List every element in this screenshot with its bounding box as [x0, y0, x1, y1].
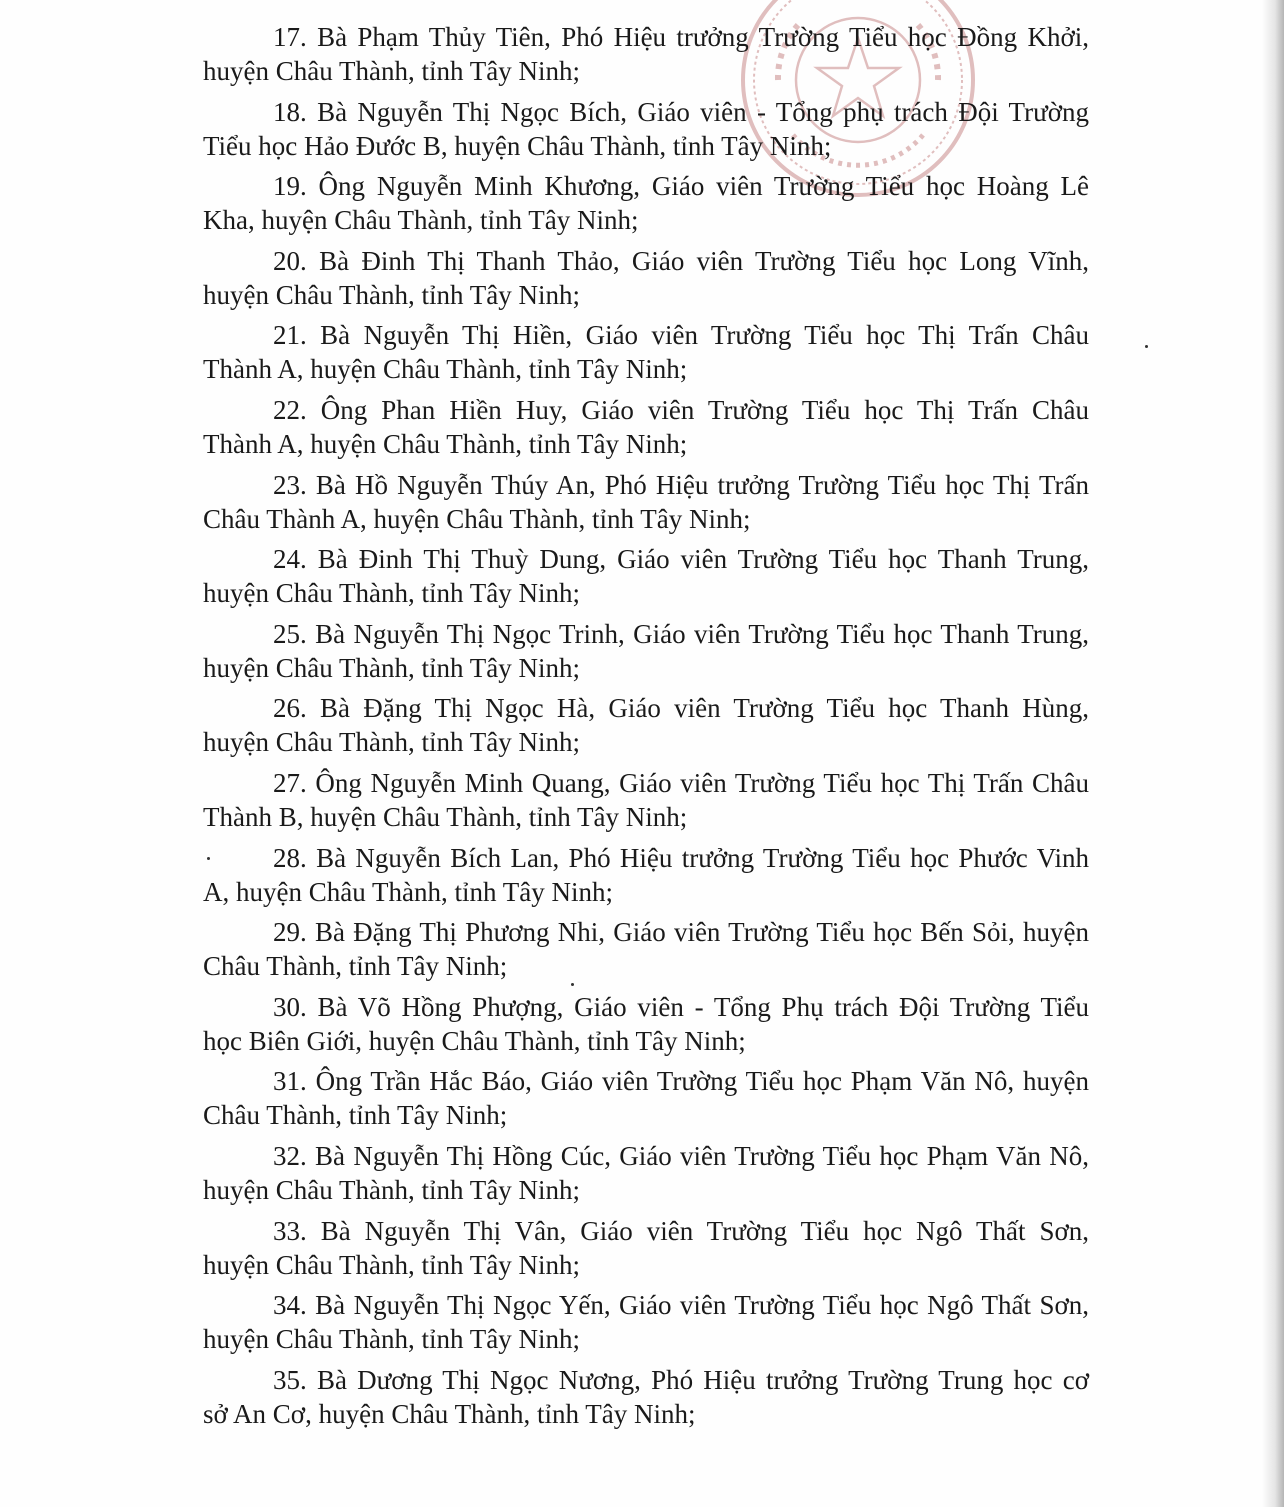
entry-line-2: huyện Châu Thành, tỉnh Tây Ninh; — [203, 578, 580, 609]
entry-line-2: học Biên Giới, huyện Châu Thành, tỉnh Tây Ninh; — [203, 1025, 746, 1056]
entry-line-1: 20. Bà Đinh Thị Thanh Thảo, Giáo viên Trường Tiểu học Long Vĩnh, — [273, 245, 1089, 276]
list-item — [0, 169, 1284, 244]
entry-line-2: Thành B, huyện Châu Thành, tỉnh Tây Ninh; — [203, 801, 688, 832]
entry-line-2: Châu Thành, tỉnh Tây Ninh; — [203, 1100, 508, 1131]
list-item — [0, 1139, 1284, 1214]
scan-speck — [207, 857, 210, 860]
entry-line-1: 18. Bà Nguyễn Thị Ngọc Bích, Giáo viên - Tổng phụ trách Đội Trường — [273, 96, 1089, 127]
entry-line-1: 30. Bà Võ Hồng Phượng, Giáo viên - Tổng Phụ trách Đội Trường Tiểu — [273, 991, 1089, 1022]
entry-line-2: huyện Châu Thành, tỉnh Tây Ninh; — [203, 1324, 580, 1355]
entry-line-2: Tiểu học Hảo Đước B, huyện Châu Thành, tỉnh Tây Ninh; — [203, 130, 832, 161]
list-item — [0, 318, 1284, 393]
list-item — [0, 1288, 1284, 1363]
entry-line-2: huyện Châu Thành, tỉnh Tây Ninh; — [203, 1174, 580, 1205]
list-item — [0, 244, 1284, 319]
entry-line-2: huyện Châu Thành, tỉnh Tây Ninh; — [203, 652, 580, 683]
list-item — [0, 95, 1284, 170]
entry-line-2: sở An Cơ, huyện Châu Thành, tỉnh Tây Ninh; — [203, 1398, 696, 1429]
entry-line-1: 26. Bà Đặng Thị Ngọc Hà, Giáo viên Trường Tiểu học Thanh Hùng, — [273, 693, 1089, 724]
entry-line-1: 29. Bà Đặng Thị Phương Nhi, Giáo viên Trường Tiểu học Bến Sỏi, huyện — [273, 917, 1089, 948]
scan-speck — [1145, 345, 1148, 348]
entry-line-2: Châu Thành A, huyện Châu Thành, tỉnh Tây Ninh; — [203, 503, 751, 534]
list-item — [0, 468, 1284, 543]
entry-line-1: 32. Bà Nguyễn Thị Hồng Cúc, Giáo viên Trường Tiểu học Phạm Văn Nô, — [273, 1140, 1089, 1171]
entry-line-1: 31. Ông Trần Hắc Báo, Giáo viên Trường Tiểu học Phạm Văn Nô, huyện — [273, 1066, 1089, 1097]
list-item — [0, 990, 1284, 1065]
entry-line-1: 33. Bà Nguyễn Thị Vân, Giáo viên Trường Tiểu học Ngô Thất Sơn, — [273, 1215, 1089, 1246]
entry-line-2: Thành A, huyện Châu Thành, tỉnh Tây Ninh; — [203, 428, 688, 459]
entry-line-1: 24. Bà Đinh Thị Thuỳ Dung, Giáo viên Trường Tiểu học Thanh Trung, — [273, 544, 1089, 575]
list-item — [0, 617, 1284, 692]
list-item — [0, 1214, 1284, 1289]
list-item — [0, 766, 1284, 841]
entry-line-2: huyện Châu Thành, tỉnh Tây Ninh; — [203, 279, 580, 310]
list-item — [0, 691, 1284, 766]
entry-line-1: 21. Bà Nguyễn Thị Hiền, Giáo viên Trường Tiểu học Thị Trấn Châu — [273, 320, 1089, 351]
entry-line-1: 17. Bà Phạm Thủy Tiên, Phó Hiệu trưởng Trường Tiểu học Đồng Khởi, — [273, 22, 1089, 52]
entry-line-1: 19. Ông Nguyễn Minh Khương, Giáo viên Trường Tiểu học Hoàng Lê — [273, 171, 1089, 202]
scan-speck — [571, 983, 574, 986]
entry-line-2: huyện Châu Thành, tỉnh Tây Ninh; — [203, 1249, 580, 1280]
entry-line-2: Châu Thành, tỉnh Tây Ninh; — [203, 951, 508, 982]
list-item — [0, 841, 1284, 916]
entry-line-1: 23. Bà Hồ Nguyễn Thúy An, Phó Hiệu trưởng Trường Tiểu học Thị Trấn — [273, 469, 1089, 500]
page-edge-shadow — [1262, 0, 1284, 1507]
entry-line-1: 34. Bà Nguyễn Thị Ngọc Yến, Giáo viên Trường Tiểu học Ngô Thất Sơn, — [273, 1290, 1089, 1321]
list-item — [0, 393, 1284, 468]
entry-line-2: Thành A, huyện Châu Thành, tỉnh Tây Ninh; — [203, 354, 688, 385]
entry-line-2: A, huyện Châu Thành, tỉnh Tây Ninh; — [203, 876, 613, 907]
entry-line-1: 35. Bà Dương Thị Ngọc Nương, Phó Hiệu trưởng Trường Trung học cơ — [273, 1364, 1089, 1395]
entry-line-1: 28. Bà Nguyễn Bích Lan, Phó Hiệu trưởng Trường Tiểu học Phước Vinh — [273, 842, 1089, 873]
entry-line-1: 22. Ông Phan Hiền Huy, Giáo viên Trường Tiểu học Thị Trấn Châu — [273, 394, 1089, 425]
entry-line-1: 25. Bà Nguyễn Thị Ngọc Trinh, Giáo viên Trường Tiểu học Thanh Trung, — [273, 618, 1089, 649]
entry-line-2: Kha, huyện Châu Thành, tỉnh Tây Ninh; — [203, 205, 639, 236]
list-item — [0, 1064, 1284, 1139]
entry-line-2: huyện Châu Thành, tỉnh Tây Ninh; — [203, 727, 580, 758]
list-item — [0, 542, 1284, 617]
list-item — [0, 20, 1284, 95]
entry-line-2: huyện Châu Thành, tỉnh Tây Ninh; — [203, 56, 580, 86]
award-recipient-list — [0, 20, 1284, 1437]
list-item — [0, 915, 1284, 990]
list-item — [0, 1363, 1284, 1438]
entry-line-1: 27. Ông Nguyễn Minh Quang, Giáo viên Trường Tiểu học Thị Trấn Châu — [273, 767, 1089, 798]
